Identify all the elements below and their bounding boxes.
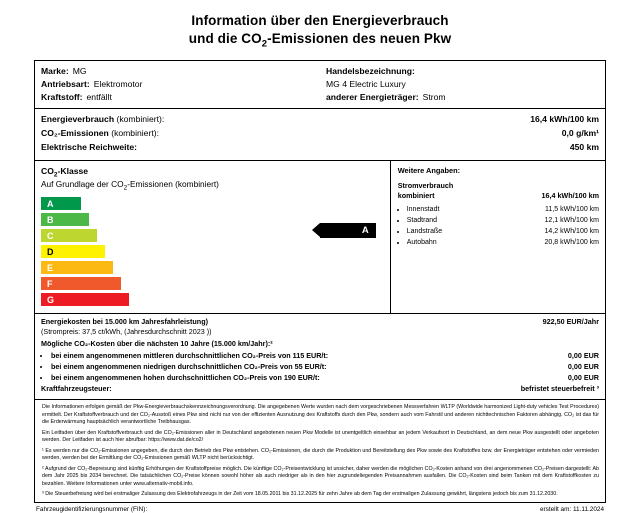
page-title — [34, 12, 606, 52]
class-bar-e-label: E — [47, 262, 54, 273]
power-item-label: • Innenstadt — [406, 205, 440, 213]
class-bar-row — [41, 245, 384, 260]
page-title-line2-pre: und die CO — [188, 31, 262, 47]
range-label: Elektrische Reichweite: — [41, 142, 138, 153]
power-item-value: 14,2 kWh/100 km — [544, 228, 599, 236]
created-date: erstellt am: 11.11.2024 — [539, 505, 604, 513]
vehicle-tax-label: Kraftfahrzeugsteuer: — [41, 384, 112, 394]
further-info-block — [390, 161, 605, 312]
co2-class-block — [35, 161, 605, 313]
class-bar-b — [41, 213, 89, 226]
class-bar-a-label: A — [47, 198, 54, 209]
list-item — [51, 362, 599, 373]
co2-class-title: $CO_2$-Klasse — [41, 166, 89, 179]
energy-cost-label: Energiekosten bei 15.000 km Jahresfahrleistung) — [41, 316, 208, 326]
co2-cost-label: • bei einem angenommenen hohen durchschnittlichen CO₂-Preis von 190 EUR/t: — [51, 372, 320, 382]
field-energietraeger — [326, 91, 599, 104]
class-bar-e — [41, 261, 113, 274]
range-value: 450 km — [569, 142, 599, 153]
energy-cost-block — [35, 314, 605, 401]
consumption-label — [41, 113, 164, 127]
fineprint-paragraph: ² Aufgrund der CO₂-Bepreisung sind künftig Erhöhungen der Kraftstoffpreise möglich. Die künftige CO₂-Preisentwicklung ist unsicher, daher werden die möglichen CO₂-Kosten anhand von drei angenommenen CO₂-Preisen dargestellt: Ab dem Jahr 2025 bis 2034 berechnet. Die tatsächlichen CO₂-Preise können sowohl höher als auch niedriger als in den hier zugrundeliegenden Preisannahmen ausfallen. Die CO₂-Kosten sind beim Tanken mit dem Kraftstoffkosten zu bezahlen. Weitere Informationen unter www.alternativ-mobil.info. — [42, 465, 599, 487]
consumption-block — [35, 109, 605, 161]
power-consumption-combined-value: 16,4 kWh/100 km — [541, 191, 599, 201]
co2-cost-value: 0,00 EUR — [567, 361, 599, 371]
vehicle-header-right — [320, 61, 605, 109]
class-bar-g — [41, 293, 129, 306]
vehicle-header-left — [35, 61, 320, 109]
field-model-value: MG 4 Electric Luxury — [326, 78, 406, 89]
list-item — [407, 238, 599, 248]
vehicle-tax-row — [41, 384, 599, 395]
class-bar-row — [41, 197, 384, 212]
page-title-line1: Information über den Energieverbrauch — [191, 13, 449, 28]
co2-label-text: CO₂-Emissionen — [41, 128, 109, 139]
power-consumption-combined-label: kombiniert — [397, 191, 435, 201]
consumption-label-note: (kombiniert): — [116, 114, 165, 125]
power-item-value: 20,8 kWh/100 km — [544, 239, 599, 247]
list-item — [407, 227, 599, 237]
co2-class-selected-marker — [320, 223, 376, 238]
field-antriebsart-label: Antriebsart: — [41, 78, 90, 89]
co2-cost-title: Mögliche CO₂-Kosten über die nächsten 10 Jahre (15.000 km/Jahr):² — [41, 339, 273, 349]
vehicle-header-block — [35, 61, 605, 110]
co2-value: 0,0 g/km¹ — [561, 128, 599, 139]
field-energietraeger-label: anderer Energieträger: — [326, 91, 419, 102]
co2-cost-list — [41, 351, 599, 383]
list-item — [51, 373, 599, 384]
field-model — [326, 78, 599, 91]
fineprint-paragraph: Ein Leitfaden über den Kraftstoffverbrauch und die CO₂-Emissionen aller in Deutschland angebotenen neuen Pkw Modelle ist unentgeltlich einsehbar an jedem Verkaufsort in Deutschland, an dem neue Pkw ausgestellt oder angeboten werden. Der Leitfaden ist auch hier abrufbar: https://www.dat.de/co2/ — [42, 429, 599, 444]
vin-label: Fahrzeugidentifizierungsnummer (FIN): — [36, 505, 148, 513]
power-consumption-title: Stromverbrauch — [397, 180, 454, 190]
class-bar-a — [41, 197, 81, 210]
page-title-line2-post: -Emissionen des neuen Pkw — [267, 31, 452, 47]
co2-label-note: (kombiniert): — [111, 128, 159, 139]
class-bar-d-label: D — [47, 246, 54, 257]
co2-cost-label: • bei einem angenommenen mittleren durchschnittlichen CO₂-Preis von 115 EUR/t: — [51, 350, 329, 360]
co2-row — [41, 127, 599, 141]
list-item — [51, 351, 599, 362]
label-sheet — [34, 60, 606, 503]
class-bar-c-label: C — [47, 230, 54, 241]
fineprint-paragraph: ³ Die Steuerbefreiung wird bei erstmaliger Zulassung des Elektrofahrzeugs in der Zeit vom 18.05.2011 bis 31.12.2025 für zehn Jahre ab dem Tag der erstmaligen Zulassung gewährt, längstens jedoch bis zum 31.12.2030. — [42, 491, 558, 498]
list-item — [407, 205, 599, 215]
power-item-label: • Stadtrand — [406, 216, 438, 224]
fineprint-paragraph: ¹ Es werden nur die CO₂-Emissionen angegeben, die durch den Betrieb des Pkw entstehen. CO₂-Emissionen, die durch die Produktion und Bereitstellung des Pkw sowie des Kraftstoffes bzw. der Energieträger entstehen oder vermieden werden, werden bei der Ermittlung der CO₂-Emissionen gemäß WLTP nicht berücksichtigt. — [42, 447, 599, 462]
field-kraftstoff — [41, 91, 314, 104]
power-consumption-combined — [398, 191, 599, 201]
consumption-value: 16,4 kWh/100 km — [530, 114, 599, 125]
power-item-value: 11,5 kWh/100 km — [545, 205, 599, 213]
co2-cost-value: 0,00 EUR — [567, 372, 599, 382]
field-handelsbezeichnung — [326, 65, 599, 78]
vehicle-tax-value: befristet steuerbefreit ³ — [520, 384, 599, 394]
co2-class-bars — [41, 197, 384, 308]
energy-price-note: (Strompreis: 37,5 ct/kWh, (Jahresdurchschnitt 2023 )) — [41, 327, 212, 337]
class-bar-row — [41, 293, 384, 308]
class-bar-d — [41, 245, 105, 258]
class-bar-g-label: G — [47, 294, 55, 305]
field-marke-label: Marke: — [41, 65, 69, 76]
co2-label — [41, 127, 159, 141]
consumption-label-text: Energieverbrauch — [41, 114, 115, 125]
class-bar-row — [41, 261, 384, 276]
field-kraftstoff-value: entfällt — [86, 91, 112, 102]
class-bar-f — [41, 277, 121, 290]
further-info-title: Weitere Angaben: — [397, 166, 461, 176]
field-antriebsart-value: Elektromotor — [93, 78, 143, 89]
power-consumption-list — [398, 205, 599, 249]
consumption-row — [41, 113, 599, 127]
co2-class-scale — [35, 161, 390, 312]
field-marke-value: MG — [72, 65, 87, 76]
field-kraftstoff-label: Kraftstoff: — [41, 91, 83, 102]
class-bar-row — [41, 277, 384, 292]
co2-cost-value: 0,00 EUR — [567, 350, 599, 360]
class-bar-b-label: B — [47, 214, 54, 225]
co2-class-selected-label: A — [361, 224, 369, 236]
field-handelsbezeichnung-label: Handelsbezeichnung: — [326, 65, 415, 76]
field-marke — [41, 65, 314, 78]
co2-class-subtitle: Auf Grundlage der $CO_2$-Emissionen (kombiniert) — [41, 178, 219, 192]
range-row — [41, 141, 599, 155]
list-item — [407, 216, 599, 226]
fineprint-block — [35, 400, 605, 502]
field-energietraeger-value: Strom — [422, 91, 446, 102]
class-bar-f-label: F — [47, 278, 53, 289]
page-footer — [34, 506, 606, 513]
energy-cost-row — [41, 317, 599, 328]
energy-cost-value: 922,50 EUR/Jahr — [542, 316, 599, 326]
class-bar-c — [41, 229, 97, 242]
fineprint-paragraph: Die Informationen erfolgen gemäß der Pkw-Energieverbrauchskennzeichnungsverordnung. Die angegebenen Werte wurden nach dem vorgeschriebenen Messverfahren WLTP (Worldwide harmonized Light-duty vehicles Test Procedures) ermittelt. Der Kraftstoffverbrauch und der CO₂-Ausstoß eines Pkw sind nicht nur von der effizienten Ausnutzung des Kraftstoffs durch den Pkw, sondern auch vom Fahrstil und anderen nichttechnischen Faktoren abhängig. CO₂ ist das für die Erderwärmung hauptsächlich verantwortliche Treibhausgas. — [42, 404, 599, 426]
page-title-sub: 2 — [261, 38, 268, 50]
power-item-label: • Landstraße — [406, 228, 443, 236]
power-item-label: • Autobahn — [406, 239, 437, 247]
power-item-value: 12,1 kWh/100 km — [544, 216, 599, 224]
co2-cost-label: • bei einem angenommenen niedrigen durchschnittlichen CO₂-Preis von 55 EUR/t: — [51, 361, 327, 371]
field-antriebsart — [41, 78, 314, 91]
